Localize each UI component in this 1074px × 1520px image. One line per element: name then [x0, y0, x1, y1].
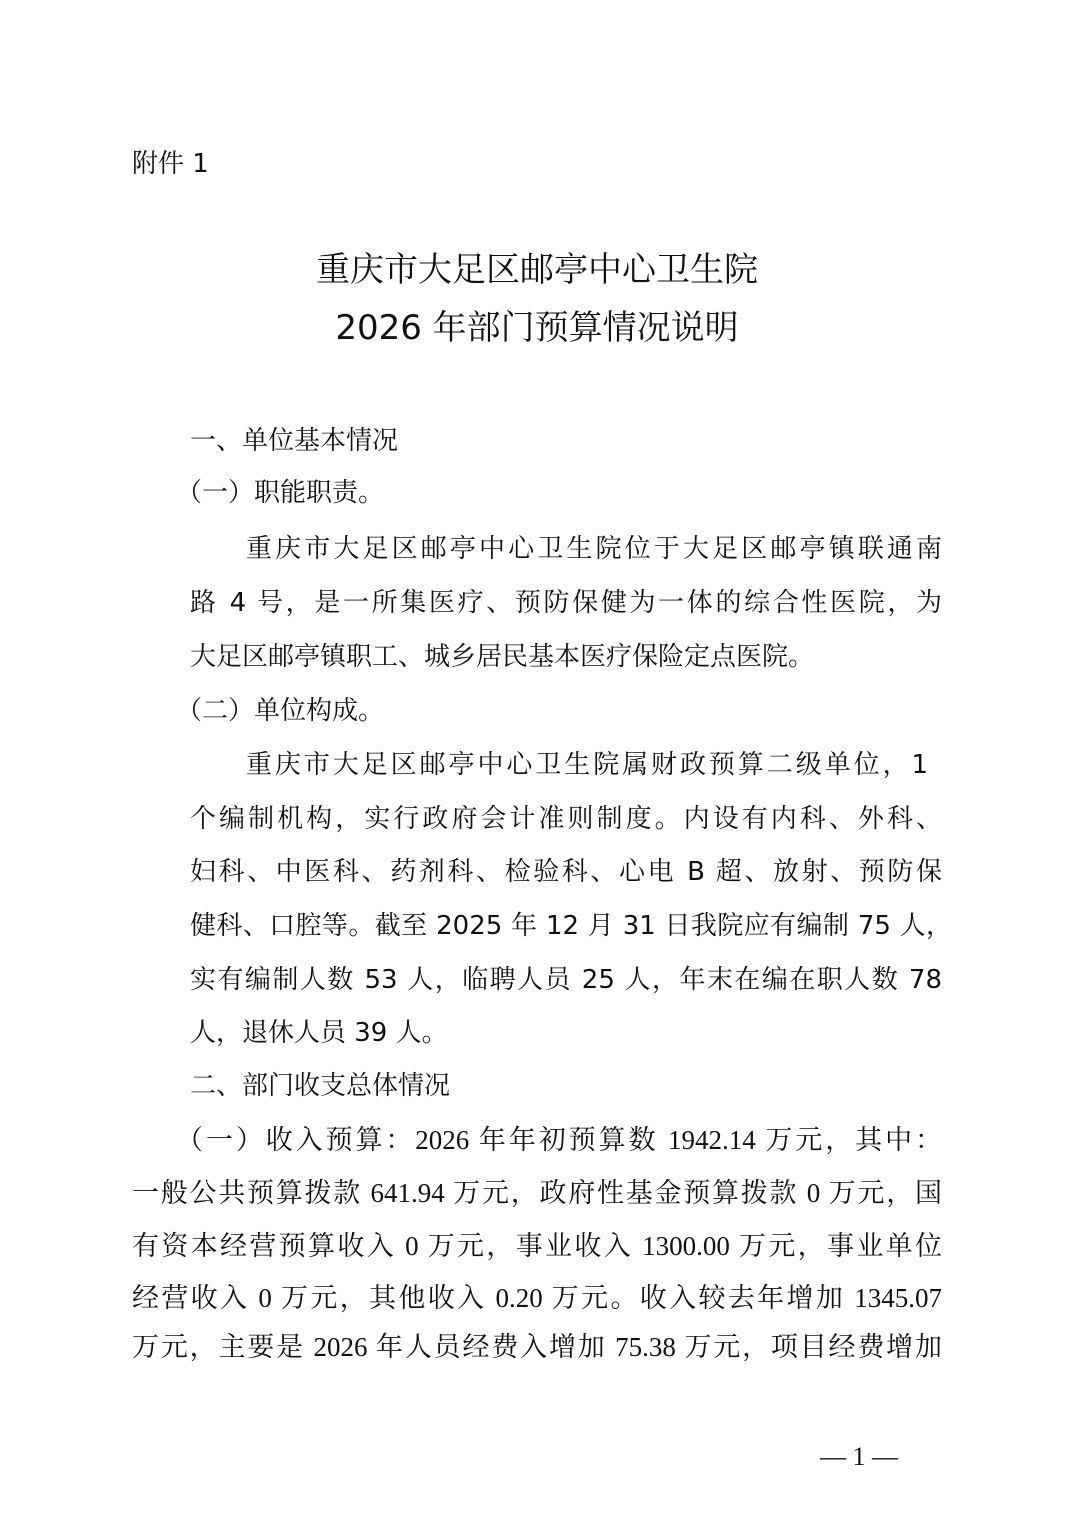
subsection-heading-composition: （二）单位构成。 [176, 696, 385, 726]
paragraph-line: 经营收入 0 万元，其他收入 0.20 万元。收入较去年增加 1345.07 [132, 1283, 942, 1313]
paragraph-line: 一般公共预算拨款 641.94 万元，政府性基金预算拨款 0 万元，国 [132, 1178, 942, 1208]
document-title-line-2: 2026 年部门预算情况说明 [335, 308, 739, 348]
paragraph-line: 重庆市大足区邮亭中心卫生院位于大足区邮亭镇联通南 [246, 534, 942, 564]
paragraph-line: 有资本经营预算收入 0 万元，事业收入 1300.00 万元，事业单位 [132, 1231, 942, 1261]
page-number: — 1 — [820, 1442, 898, 1471]
paragraph-line: 实有编制人数 53 人，临聘人员 25 人，年末在编在职人数 78 [190, 965, 942, 995]
document-title-line-1: 重庆市大足区邮亭中心卫生院 [316, 250, 758, 290]
paragraph-line: 重庆市大足区邮亭中心卫生院属财政预算二级单位，1 [246, 750, 928, 780]
attachment-label: 附件 1 [132, 149, 209, 179]
paragraph-line: 健科、口腔等。截至 2025 年 12 月 31 日我院应有编制 75 人， [190, 911, 952, 941]
paragraph-line: 个编制机构，实行政府会计准则制度。内设有内科、外科、 [190, 804, 942, 834]
paragraph-line: 大足区邮亭镇职工、城乡居民基本医疗保险定点医院。 [190, 642, 815, 672]
paragraph-line: 万元，主要是 2026 年人员经费入增加 75.38 万元，项目经费增加 [132, 1332, 942, 1362]
section-heading-2: 二、部门收支总体情况 [190, 1071, 451, 1101]
paragraph-line: 路 4 号，是一所集医疗、预防保健为一体的综合性医院，为 [190, 588, 942, 618]
paragraph-line: 妇科、中医科、药剂科、检验科、心电 B 超、放射、预防保 [190, 857, 942, 887]
paragraph-line: 人，退休人员 39 人。 [190, 1018, 448, 1048]
section-heading-1: 一、单位基本情况 [190, 426, 399, 456]
paragraph-line: （一）收入预算：2026 年年初预算数 1942.14 万元，其中： [176, 1125, 942, 1155]
subsection-heading-duties: （一）职能职责。 [176, 478, 385, 508]
